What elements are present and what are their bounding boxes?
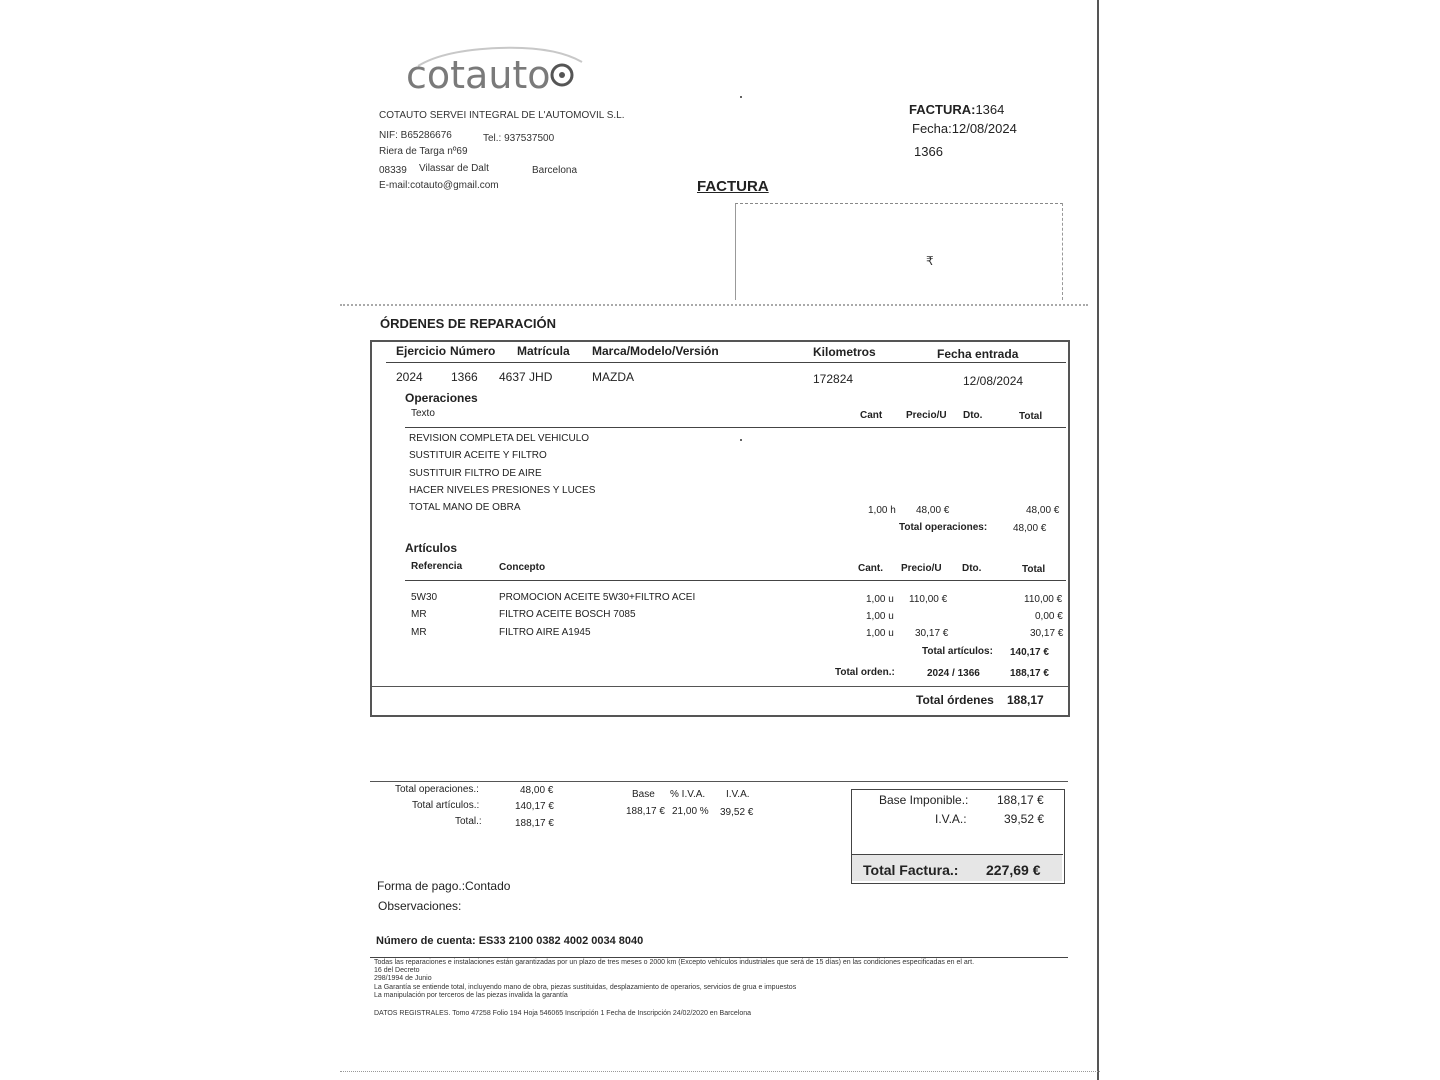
total-orden-label: Total orden.: [835,667,895,678]
art-header-dto: Dto. [962,563,982,574]
forma-pago: Forma de pago.:Contado [377,879,511,893]
summary-arts-value: 140,17 € [515,801,554,812]
iva-value: 39,52 € [1004,812,1045,826]
mano-obra-total: 48,00 € [1026,505,1060,516]
op-line: REVISION COMPLETA DEL VEHICULO [409,433,590,444]
scan-speck [740,96,742,98]
op-line: HACER NIVELES PRESIONES Y LUCES [409,485,596,496]
art-cant: 1,00 u [866,594,894,605]
registry-text: DATOS REGISTRALES. Tomo 47258 Folio 194 Hoja 546065 Inscripción 1 Fecha de Inscripción 24/02/2020 en Barcelona [374,1010,752,1017]
company-email: E-mail:cotauto@gmail.com [379,180,499,191]
client-address-box [735,203,1063,300]
op-header-precio: Precio/U [906,410,947,421]
op-header-texto: Texto [411,408,435,419]
art-header-concepto: Concepto [499,562,546,573]
tax-base-header: Base [632,789,655,800]
company-province: Barcelona [532,165,578,176]
observaciones: Observaciones: [378,899,462,913]
totals-box-rule [851,854,1063,855]
op-line: SUSTITUIR ACEITE Y FILTRO [409,450,547,461]
header-matricula: Matrícula [517,344,570,358]
invoice-number-line [909,102,1004,117]
car-outline-icon [404,40,594,102]
art-header-rule [405,580,1066,581]
art-precio: 30,17 € [915,628,949,639]
art-ref: 5W30 [411,592,438,603]
total-ordenes-value: 188,17 [1007,693,1044,707]
art-total: 30,17 € [1030,628,1064,639]
legal-text: La manipulación por terceros de las piezas invalida la garantía [374,992,568,999]
order-fecha: 12/08/2024 [963,374,1024,388]
art-header-total: Total [1022,564,1046,575]
header-fecha: Fecha entrada [937,347,1019,361]
orders-total-rule [370,686,1068,687]
header-numero: Número [450,344,496,358]
art-precio: 110,00 € [909,594,948,605]
total-operaciones-label: Total operaciones: [899,522,988,533]
company-logo [404,40,594,102]
art-concepto: FILTRO ACEITE BOSCH 7085 [499,609,636,620]
tax-iva-value: 39,52 € [720,807,754,818]
operaciones-title: Operaciones [405,391,478,405]
invoice-number: 1364 [975,102,1005,117]
company-postcode: 08339 [379,165,407,176]
company-address: Riera de Targa nº69 [379,146,468,157]
tax-iva-header: I.V.A. [726,789,750,800]
order-matricula: 4637 JHD [499,370,553,384]
tax-base-value: 188,17 € [626,806,665,817]
logo-text: cotauto [406,53,551,97]
art-header-cant: Cant. [858,563,883,574]
legal-text: 16 del Decreto [374,967,420,974]
invoice-date-label: Fecha: [912,121,952,136]
art-cant: 1,00 u [866,628,894,639]
total-articulos-label: Total artículos: [922,646,993,657]
total-articulos-value: 140,17 € [1010,647,1049,658]
art-concepto: PROMOCION ACEITE 5W30+FILTRO ACEI [499,592,696,603]
total-factura-label: Total Factura.: [863,862,959,878]
art-concepto: FILTRO AIRE A1945 [499,627,591,638]
summary-ops-value: 48,00 € [520,785,554,796]
base-imponible-label: Base Imponible.: [879,793,969,807]
art-ref: MR [411,627,427,638]
invoice-ref: 1366 [914,144,943,159]
section-divider [340,304,1088,306]
art-header-ref: Referencia [411,561,463,572]
mano-obra-cant: 1,00 h [868,505,896,516]
tax-pct-value: 21,00 % [672,806,709,817]
iva-label: I.V.A.: [935,812,967,826]
invoice-date-line [912,121,1017,136]
header-ejercicio: Ejercicio [396,344,447,358]
page-bottom-rule [340,1071,1100,1072]
header-marca: Marca/Modelo/Versión [592,344,719,358]
base-imponible-value: 188,17 € [997,793,1044,807]
art-total: 110,00 € [1024,594,1063,605]
op-header-total: Total [1019,411,1043,422]
art-total: 0,00 € [1035,611,1063,622]
order-km: 172824 [813,372,854,386]
invoice-date: 12/08/2024 [951,121,1017,136]
art-ref: MR [411,609,427,620]
op-header-rule [405,427,1066,428]
order-marca: MAZDA [592,370,634,384]
summary-total-value: 188,17 € [515,818,554,829]
order-numero: 1366 [451,370,478,384]
art-cant: 1,00 u [866,611,894,622]
company-nif: NIF: B65286676 [379,130,452,141]
articulos-title: Artículos [405,541,458,555]
document-title: FACTURA [697,178,769,195]
account-number-line [376,935,643,947]
art-header-precio: Precio/U [901,563,942,574]
header-km: Kilometros [813,345,876,359]
mano-obra-precio: 48,00 € [916,505,950,516]
tax-pct-header: % I.V.A. [670,789,706,800]
summary-rule [370,781,1068,782]
total-orden-ref: 2024 / 1366 [927,668,980,679]
total-operaciones-value: 48,00 € [1013,523,1047,534]
order-ejercicio: 2024 [396,370,423,384]
op-line: SUSTITUIR FILTRO DE AIRE [409,468,542,479]
op-header-cant: Cant [860,410,883,421]
summary-arts-label: Total artículos.: [412,800,480,811]
account-label: Número de cuenta: [376,935,476,947]
company-tel: Tel.: 937537500 [483,133,555,144]
summary-total-label: Total.: [455,816,482,827]
scan-speck [740,439,742,441]
invoice-label: FACTURA: [909,102,976,117]
account-value: ES33 2100 0382 4002 0034 8040 [478,935,644,947]
summary-ops-label: Total operaciones.: [395,784,479,795]
legal-text: Todas las reparaciones e instalaciones están garantizadas por un plazo de tres meses o 2000 km (Excepto vehículos industriales que será de 15 días) en las condiciones especificadas en el art. [374,959,975,966]
page-edge [1097,0,1099,1080]
client-mark: ₹ [926,254,934,268]
mano-obra-text: TOTAL MANO DE OBRA [409,502,521,513]
total-ordenes-label: Total órdenes [916,693,994,707]
company-name: COTAUTO SERVEI INTEGRAL DE L'AUTOMOVIL S.L. [379,110,625,121]
total-factura-value: 227,69 € [986,862,1041,878]
orders-section-title: ÓRDENES DE REPARACIÓN [380,316,557,331]
legal-rule [370,957,1068,958]
legal-text: 298/1994 de Junio [374,975,432,982]
company-city: Vilassar de Dalt [419,163,489,174]
header-rule [386,362,1066,363]
legal-text: La Garantía se entiende total, incluyendo mano de obra, piezas sustituidas, desplazamiento de operarios, servicios de grua e impuestos [374,984,797,991]
op-header-dto: Dto. [963,410,983,421]
total-orden-value: 188,17 € [1010,668,1049,679]
